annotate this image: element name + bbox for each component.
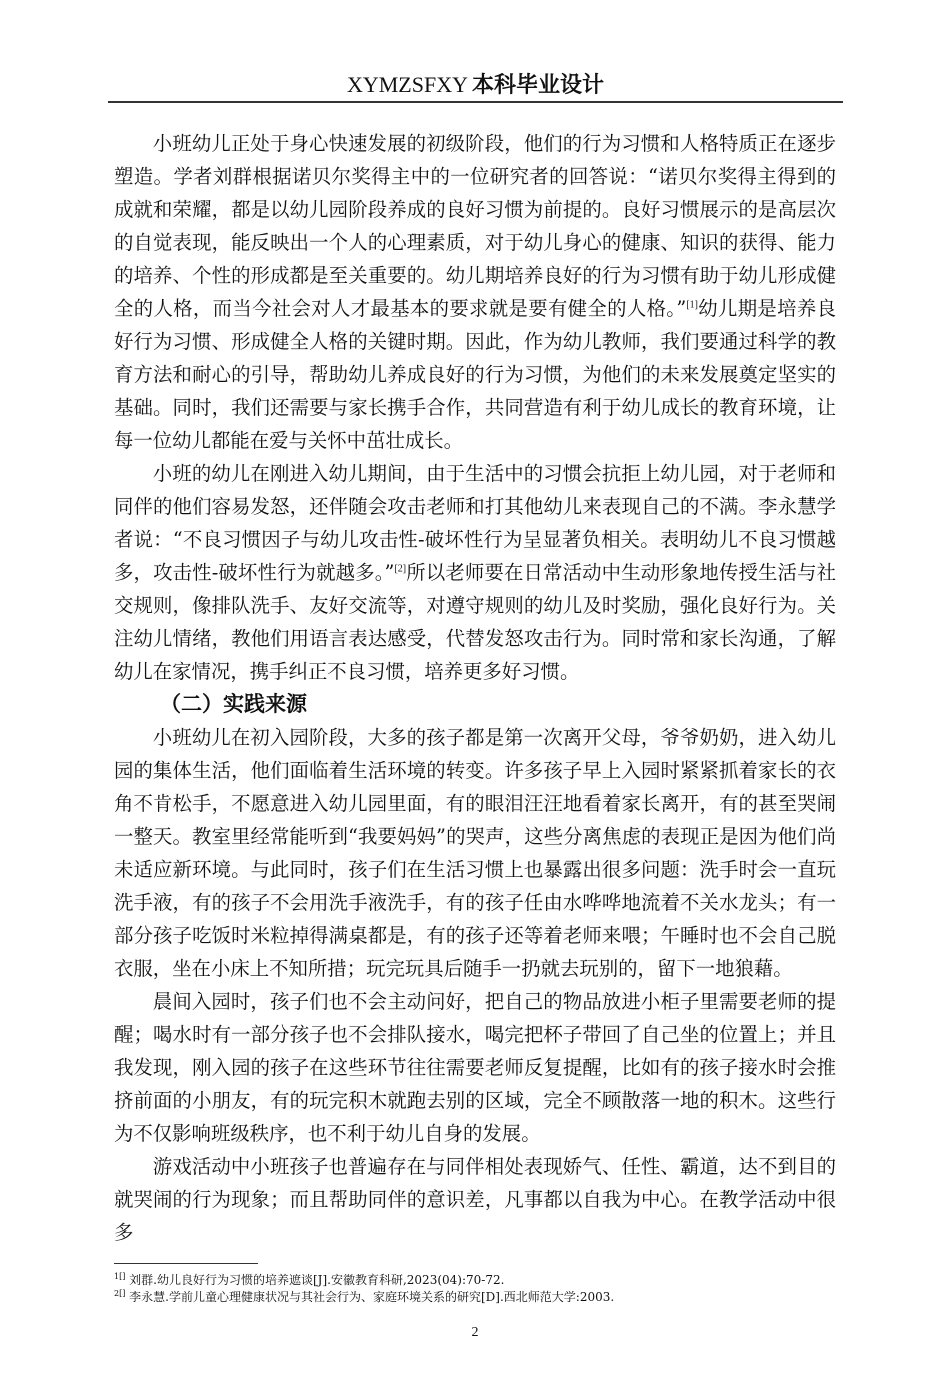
- header-rule: [108, 101, 843, 103]
- paragraph-text: 幼儿期是培养良好行为习惯、形成健全人格的关键时期。因此，作为幼儿教师，我们要通过科学的教育方法和耐心的引导，帮助幼儿养成良好的行为习惯，为他们的未来发展奠定坚实的基础。同时，我们还需要与家长携手合作，共同营造有利于幼儿成长的教育环境，让每一位幼儿都能在爱与关怀中茁壮成长。: [114, 297, 836, 452]
- paragraph: 晨间入园时，孩子们也不会主动问好，把自己的物品放进小柜子里需要老师的提醒；喝水时有一部分孩子也不会排队接水，喝完把杯子带回了自己坐的位置上；并且我发现，刚入园的孩子在这些环节往往需要老师反复提醒，比如有的孩子接水时会推挤前面的小朋友，有的玩完积木就跑去别的区域，完全不顾散落一地的积木。这些行为不仅影响班级秩序，也不利于幼儿自身的发展。: [114, 990, 836, 1145]
- header-latin: XYMZSFXY: [346, 72, 468, 97]
- footnote: [114, 1272, 836, 1289]
- footnote: [114, 1289, 836, 1306]
- paragraph: [114, 457, 836, 688]
- paragraph: [114, 127, 836, 457]
- body-text: [114, 127, 836, 1249]
- footnote-mark: 2[]: [114, 1289, 126, 1298]
- paragraph-text: 小班幼儿正处于身心快速发展的初级阶段，他们的行为习惯和人格特质正在逐步塑造。学者刘群根据诺贝尔奖得主中的一位研究者的回答说：“诺贝尔奖得主得到的成就和荣耀，都是以幼儿园阶段养成的良好习惯为前提的。良好习惯展示的是高层次的自觉表现，能反映出一个人的心理素质，对于幼儿身心的健康、知识的获得、能力的培养、个性的形成都是至关重要的。幼儿期培养良好的行为习惯有助于幼儿形成健全的人格，而当今社会对人才最基本的要求就是要有健全的人格。”: [114, 132, 836, 320]
- footnote-text: 刘群.幼儿良好行为习惯的培养遮谈[J].安徽教育科研,2023(04):70-72.: [129, 1273, 505, 1287]
- footnotes: [114, 1272, 836, 1306]
- footnote-text: 李永慧.学前儿童心理健康状况与其社会行为、家庭环境关系的研究[D].西北师范大学:2003.: [129, 1290, 615, 1304]
- page-header: [108, 72, 843, 99]
- section-heading: （二）实践来源: [160, 692, 307, 716]
- paragraph: 小班幼儿在初入园阶段，大多的孩子都是第一次离开父母，爷爷奶奶，进入幼儿园的集体生活，他们面临着生活环境的转变。许多孩子早上入园时紧紧抓着家长的衣角不肯松手，不愿意进入幼儿园里面，有的眼泪汪汪地看着家长离开，有的甚至哭闹一整天。教室里经常能听到“我要妈妈”的哭声，这些分离焦虑的表现正是因为他们尚未适应新环境。与此同时，孩子们在生活习惯上也暴露出很多问题：洗手时会一直玩洗手液，有的孩子不会用洗手液洗手，有的孩子任由水哗哗地流着不关水龙头；有一部分孩子吃饭时米粒掉得满桌都是，有的孩子还等着老师来喂；午睡时也不会自己脱衣服，坐在小床上不知所措；玩完玩具后随手一扔就去玩别的，留下一地狼藉。: [114, 726, 836, 980]
- footnote-mark: 1[]: [114, 1272, 126, 1281]
- paragraph: 游戏活动中小班孩子也普遍存在与同伴相处表现娇气、任性、霸道，达不到目的就哭闹的行为现象；而且帮助同伴的意识差，凡事都以自我为中心。在教学活动中很多: [114, 1155, 836, 1244]
- header-title: 本科毕业设计: [472, 73, 605, 98]
- paragraph-text: 所以老师要在日常活动中生动形象地传授生活与社交规则，像排队洗手、友好交流等，对遵守规则的幼儿及时奖励，强化良好行为。关注幼儿情绪，教他们用语言表达感受，代替发怒攻击行为。同时常和家长沟通，了解幼儿在家情况，携手纠正不良习惯，培养更多好习惯。: [114, 561, 837, 683]
- page-number: 2: [471, 1325, 479, 1340]
- citation-ref[interactable]: [2]: [394, 563, 407, 575]
- paragraph-text: 小班的幼儿在刚进入幼儿期间，由于生活中的习惯会抗拒上幼儿园，对于老师和同伴的他们容易发怒，还伴随会攻击老师和打其他幼儿来表现自己的不满。李永慧学者说：“不良习惯因子与幼儿攻击性-破坏性行为呈显著负相关。表明幼儿不良习惯越多，攻击性-破坏性行为就越多。”: [114, 462, 836, 584]
- citation-ref[interactable]: [1]: [686, 299, 698, 311]
- footnote-rule: [114, 1263, 258, 1264]
